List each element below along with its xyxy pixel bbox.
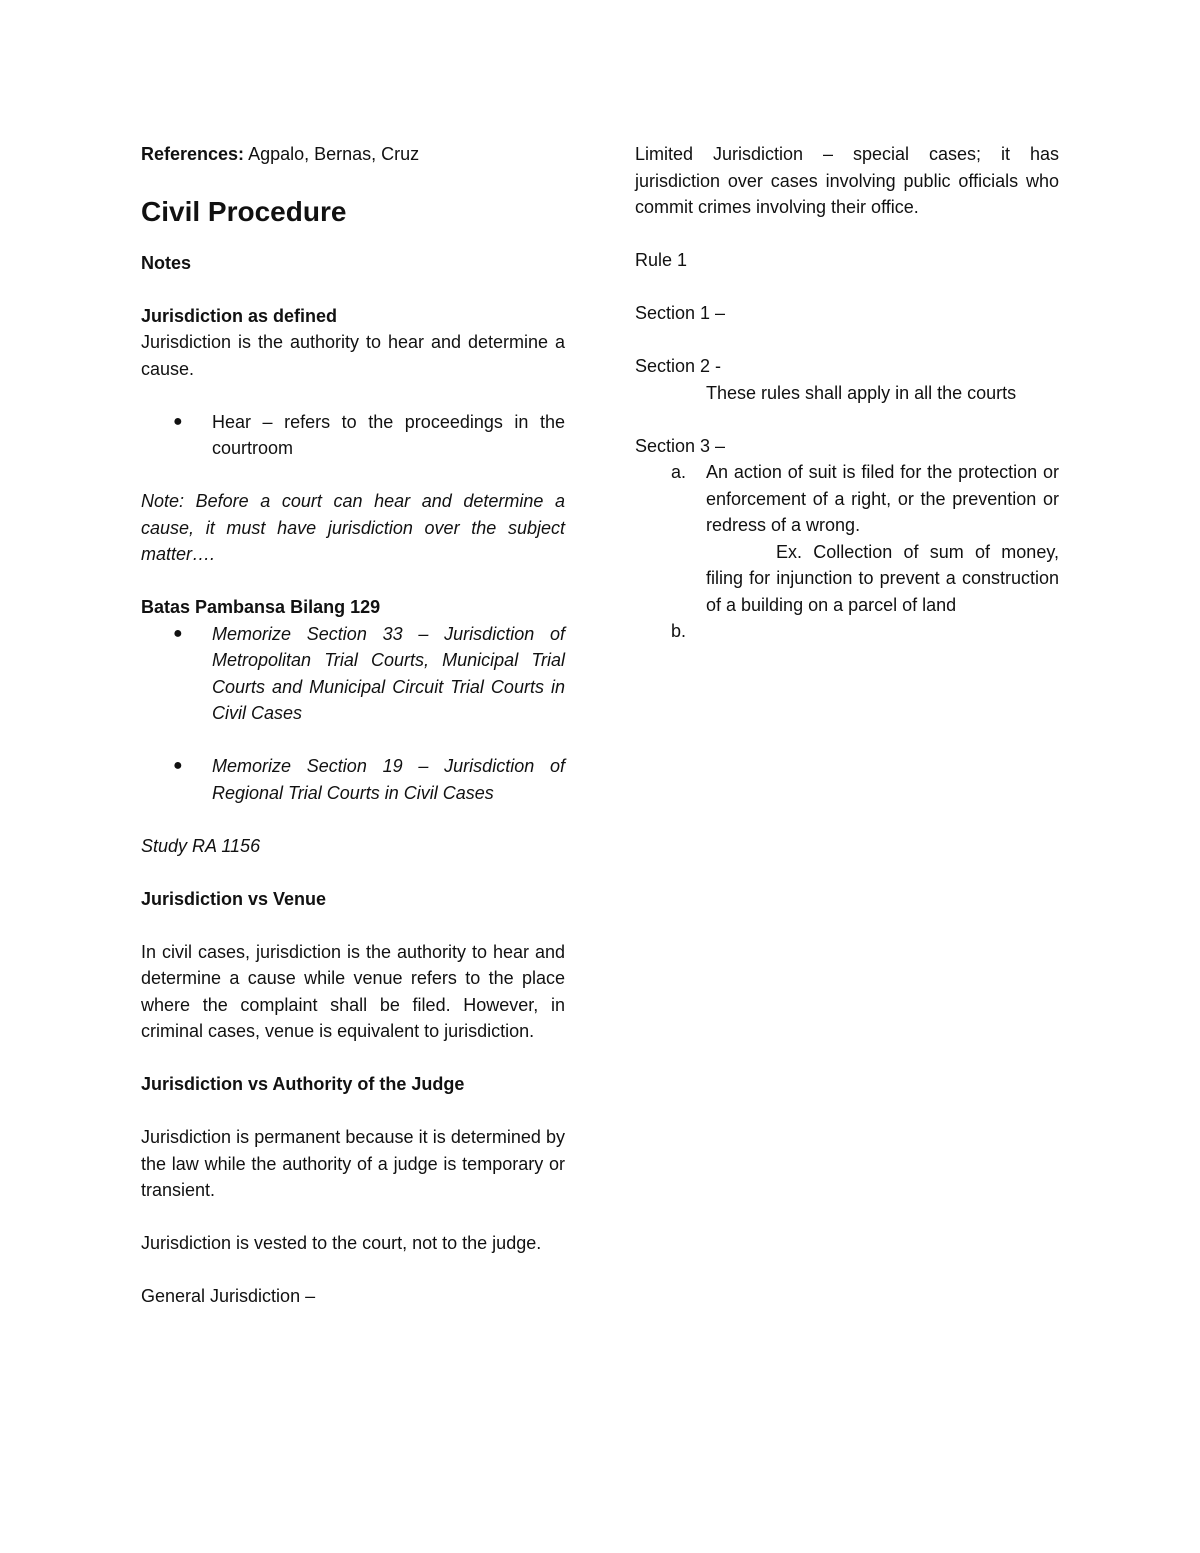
list-marker: b. bbox=[671, 621, 687, 641]
section2-text: Section 2 - bbox=[635, 356, 722, 376]
bullet-icon: ● bbox=[173, 412, 183, 430]
judge-text: Jurisdiction is permanent because it is determined by the law while the authority of a judge is temporary or transient. bbox=[141, 1127, 565, 1200]
bp129-heading: Batas Pambansa Bilang 129 bbox=[141, 597, 381, 617]
notes-heading: Notes bbox=[141, 252, 192, 273]
bullet-icon: ● bbox=[173, 757, 183, 774]
jurisdiction-defined-heading: Jurisdiction as defined bbox=[141, 305, 338, 326]
section3-list bbox=[635, 459, 1059, 645]
hear-bullet-list bbox=[141, 409, 565, 462]
bp129-bullet-list bbox=[141, 621, 565, 807]
study-text: Study RA 1156 bbox=[141, 835, 261, 856]
bullet-icon: ● bbox=[173, 624, 183, 642]
list-marker: a. bbox=[671, 462, 687, 482]
section3-item-text bbox=[706, 618, 1059, 645]
general-jurisdiction-text: General Jurisdiction – bbox=[141, 1286, 316, 1306]
document-title: Civil Procedure bbox=[141, 195, 347, 227]
list-item bbox=[141, 409, 565, 462]
section1-text: Section 1 – bbox=[635, 303, 726, 323]
references-line bbox=[141, 141, 565, 168]
limited-jurisdiction-text: Limited Jurisdiction – special cases; it has jurisdiction over cases involving public officials who commit crimes involving their office. bbox=[635, 144, 1059, 217]
right-column bbox=[635, 141, 1059, 645]
list-item bbox=[141, 753, 565, 806]
section3-item-example: Ex. Collection of sum of money, filing for injunction to prevent a construction of a building on a parcel of land bbox=[706, 541, 1059, 615]
references-label: References: bbox=[141, 144, 245, 164]
venue-text: In civil cases, jurisdiction is the authority to hear and determine a cause while venue refers to the place where the complaint shall be filed. However, in criminal cases, venue is equivalent to jurisdiction. bbox=[141, 941, 565, 1041]
vested-text: Jurisdiction is vested to the court, not to the judge. bbox=[141, 1233, 542, 1253]
judge-heading: Jurisdiction vs Authority of the Judge bbox=[141, 1074, 465, 1094]
bp129-bullet-text: Memorize Section 19 – Jurisdiction of Regional Trial Courts in Civil Cases bbox=[212, 756, 565, 803]
list-item bbox=[635, 618, 1059, 645]
list-item bbox=[141, 621, 565, 727]
venue-heading: Jurisdiction vs Venue bbox=[141, 888, 327, 909]
jurisdiction-defined-text: Jurisdiction is the authority to hear and determine a cause. bbox=[141, 332, 565, 379]
left-column bbox=[141, 141, 565, 1310]
hear-bullet-text: Hear – refers to the proceedings in the courtroom bbox=[212, 411, 565, 458]
references-value: Agpalo, Bernas, Cruz bbox=[244, 144, 420, 164]
section2-body: These rules shall apply in all the courts bbox=[706, 382, 1017, 403]
section3-text: Section 3 – bbox=[635, 435, 726, 456]
note-text: Note: Before a court can hear and determine a cause, it must have jurisdiction over the subject matter…. bbox=[141, 491, 565, 564]
bp129-bullet-text: Memorize Section 33 – Jurisdiction of Metropolitan Trial Courts, Municipal Trial Courts and Municipal Circuit Trial Courts in Civil Cases bbox=[212, 623, 565, 723]
rule-text: Rule 1 bbox=[635, 250, 688, 270]
section3-item-text: An action of suit is filed for the protection or enforcement of a right, or the prevention or redress of a wrong. bbox=[706, 462, 1059, 535]
list-item bbox=[635, 459, 1059, 618]
